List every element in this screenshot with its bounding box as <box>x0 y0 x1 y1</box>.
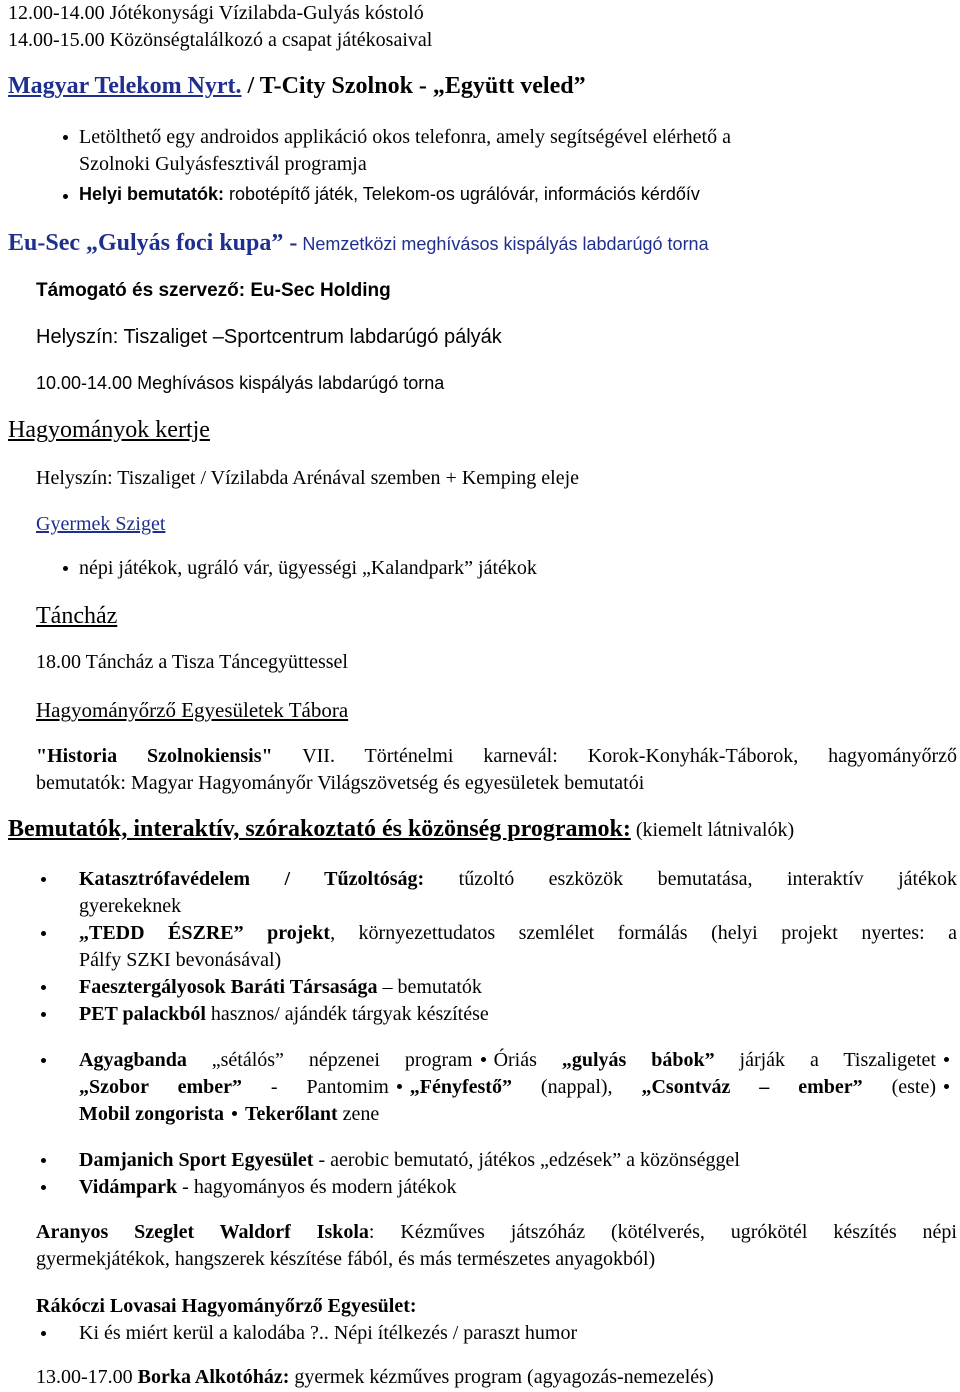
bullet-icon <box>63 135 68 140</box>
program-skeleton-text: (este) <box>862 1076 936 1098</box>
program-skeleton-man: „Csontváz – ember” <box>641 1076 863 1098</box>
program-hurdy-gurdy-text: zene <box>337 1103 380 1125</box>
program-pet <box>79 1001 489 1028</box>
historia-text: VII. Történelmi karnevál: Korok-Konyhák-Táborok, hagyományőrző <box>272 745 957 767</box>
borka-text: gyermek kézműves program (agyagozás-nemezelés) <box>289 1366 714 1388</box>
program-amusement-label: Vidámpark <box>79 1176 178 1198</box>
bullet-icon <box>63 194 68 199</box>
program-mobile-pianist: Mobil zongorista <box>79 1103 224 1125</box>
schedule-line-waterpolo: 12.00-14.00 Jótékonysági Vízilabda-Gulyás kóstoló <box>8 2 424 24</box>
waldorf-line1 <box>36 1219 957 1246</box>
rakoczi-heading: Rákóczi Lovasai Hagyományőrző Egyesület: <box>36 1295 417 1317</box>
bullet-icon <box>63 566 68 571</box>
traditions-camp-heading: Hagyományőrző Egyesületek Tábora <box>36 698 349 722</box>
program-giant-text: járják a Tiszaligetet <box>714 1049 936 1071</box>
program-street-line2 <box>79 1074 957 1101</box>
program-tedd-label: „TEDD ÉSZRE” projekt <box>79 922 331 944</box>
schedule-line-meetup: 14.00-15.00 Közönségtalálkozó a csapat játékosaival <box>8 29 433 51</box>
historia-line1 <box>36 743 957 770</box>
historia-title: "Historia Szolnokiensis" <box>36 745 273 767</box>
bullet-icon <box>41 985 46 990</box>
program-light-text: (nappal), <box>511 1076 642 1098</box>
program-woodturners-text: – bemutatók <box>377 976 482 998</box>
telekom-local-demos <box>79 181 700 208</box>
program-giant-pre: Óriás <box>493 1049 562 1071</box>
telekom-local-demos-label: Helyi bemutatók: <box>79 184 225 204</box>
eusec-time: 10.00-14.00 Meghívásos kispályás labdarúgó torna <box>36 373 445 393</box>
waldorf-line2: gyermekjátékok, hangszerek készítése fából, és más természetes anyagokból) <box>36 1248 656 1270</box>
bullet-icon <box>41 1158 46 1163</box>
bullet-icon <box>41 877 46 882</box>
waldorf-label: Aranyos Szeglet Waldorf Iskola <box>36 1221 369 1243</box>
borka-line <box>36 1364 714 1391</box>
telekom-local-demos-text: robotépítő játék, Telekom-os ugrálóvár, információs kérdőív <box>224 184 700 204</box>
telekom-app-line2: Szolnoki Gulyásfesztivál programja <box>79 153 367 175</box>
borka-label: Borka Alkotóház: <box>137 1366 290 1388</box>
program-woodturners <box>79 974 482 1001</box>
bullet-icon <box>41 1012 46 1017</box>
bullet-icon <box>41 1185 46 1190</box>
eusec-heading <box>8 230 709 258</box>
program-amusement-park <box>79 1174 457 1201</box>
program-pet-label: PET palackból <box>79 1003 206 1025</box>
eusec-sponsor: Támogató és szervező: Eu-Sec Holding <box>36 280 391 301</box>
bullet-icon <box>481 1057 486 1062</box>
dance-house-heading: Táncház <box>36 603 118 629</box>
program-damjanich-label: Damjanich Sport Egyesület <box>79 1149 314 1171</box>
telekom-app-line1: Letölthető egy androidos applikáció okos telefonra, amely segítségével elérhető a <box>79 126 731 148</box>
telekom-link[interactable]: Magyar Telekom Nyrt. <box>8 73 242 99</box>
program-tedd-line1 <box>79 920 957 947</box>
program-pet-text: hasznos/ ajándék tárgyak készítése <box>205 1003 489 1025</box>
programs-heading <box>8 816 794 844</box>
telekom-heading-rest: / T-City Szolnok - „Együtt veled” <box>241 73 586 99</box>
borka-time: 13.00-17.00 <box>36 1366 138 1388</box>
waldorf-text: : Kézműves játszóház (kötélverés, ugrókötél készítés népi <box>368 1221 957 1243</box>
program-fire-label: Katasztrófavédelem / Tűzoltóság: <box>79 868 425 890</box>
eusec-title: Eu-Sec „Gulyás foci kupa” - <box>8 230 298 256</box>
program-fire-line1 <box>79 866 957 893</box>
program-statue-man: „Szobor ember” <box>79 1076 242 1098</box>
rakoczi-item: Ki és miért kerül a kalodába ?.. Népi ítélkezés / paraszt humor <box>79 1322 578 1344</box>
program-woodturners-label: Faesztergályosok Baráti Társasága <box>79 976 378 998</box>
program-agyagbanda-text: „sétálós” népzenei program <box>186 1049 473 1071</box>
kids-island-heading: Gyermek Sziget <box>36 513 166 535</box>
eusec-subtitle: Nemzetközi meghívásos kispályás labdarúgó torna <box>297 234 709 254</box>
kids-island-item: népi játékok, ugráló vár, ügyességi „Kalandpark” játékok <box>79 557 537 579</box>
bullet-icon <box>232 1111 237 1116</box>
program-street-line3 <box>79 1101 379 1128</box>
garden-venue: Helyszín: Tiszaliget / Vízilabda Arénával szemben + Kemping eleje <box>36 467 579 489</box>
bullet-icon <box>41 1331 46 1336</box>
bullet-icon <box>397 1084 402 1089</box>
program-statue-text: - Pantomim <box>242 1076 389 1098</box>
program-amusement-text: - hagyományos és modern játékok <box>177 1176 457 1198</box>
program-agyagbanda: Agyagbanda <box>79 1049 187 1071</box>
program-fire-text: tűzoltó eszközök bemutatása, interaktív játékok <box>424 868 957 890</box>
telekom-heading <box>8 73 586 100</box>
program-hurdy-gurdy: Tekerőlant <box>245 1103 338 1125</box>
program-damjanich-text: - aerobic bemutató, játékos „edzések” a közönséggel <box>313 1149 740 1171</box>
programs-title: Bemutatók, interaktív, szórakoztató és közönség programok: <box>8 816 631 842</box>
program-tedd-line2: Pálfy SZKI bevonásával) <box>79 949 282 971</box>
program-giant-puppets: „gulyás bábok” <box>561 1049 715 1071</box>
eusec-venue: Helyszín: Tiszaliget –Sportcentrum labdarúgó pályák <box>36 326 502 348</box>
program-street-line1 <box>79 1047 957 1074</box>
dance-house-item: 18.00 Táncház a Tisza Táncegyüttessel <box>36 651 348 673</box>
program-light-painter: „Fényfestő” <box>409 1076 512 1098</box>
bullet-icon <box>944 1084 949 1089</box>
programs-note: (kiemelt látnivalók) <box>630 819 795 841</box>
program-tedd-text: , környezettudatos szemlélet formálás (helyi projekt nyertes: a <box>330 922 957 944</box>
bullet-icon <box>41 1058 46 1063</box>
program-damjanich <box>79 1147 740 1174</box>
program-fire-line2: gyerekeknek <box>79 895 182 917</box>
historia-line2: bemutatók: Magyar Hagyományőr Világszövetség és egyesületek bemutatói <box>36 772 645 794</box>
garden-heading: Hagyományok kertje <box>8 417 210 443</box>
bullet-icon <box>944 1057 949 1062</box>
bullet-icon <box>41 931 46 936</box>
